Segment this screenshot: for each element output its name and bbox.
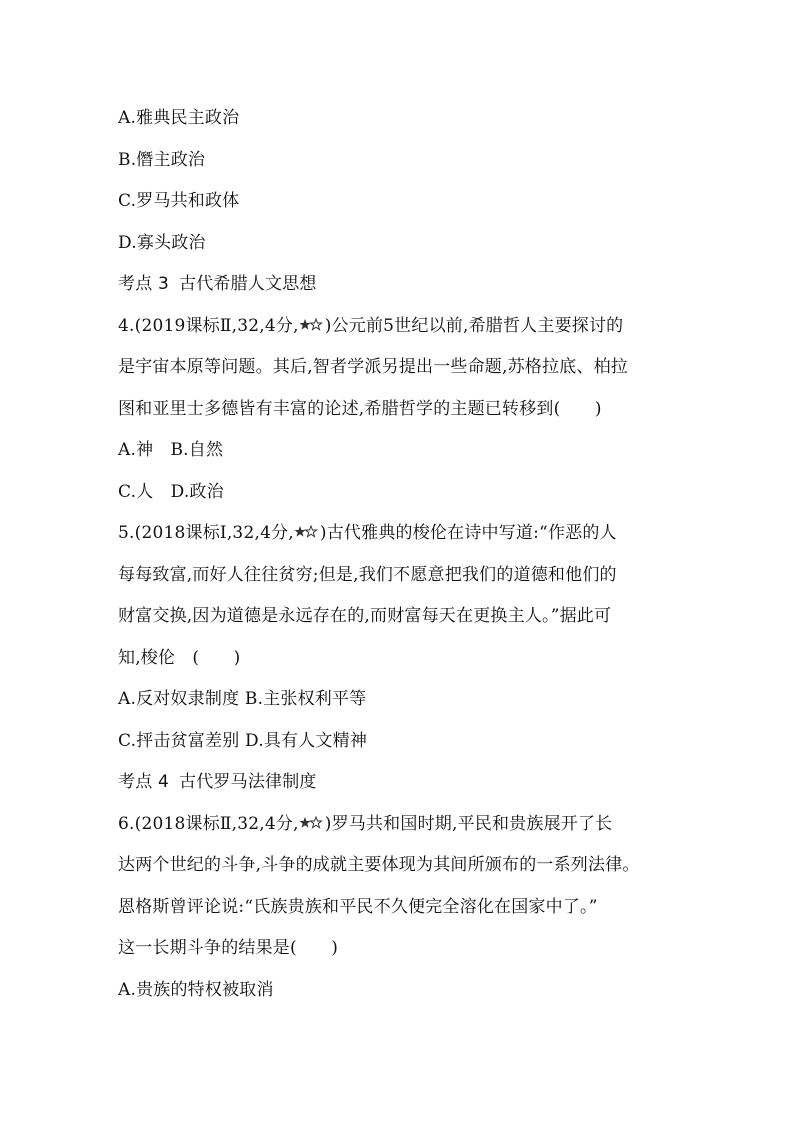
- two-star-difficulty-icon: [299, 318, 325, 332]
- two-star-difficulty-icon: [299, 816, 325, 830]
- section-title: 古代希腊人文思想: [179, 274, 317, 294]
- document-page: [118, 98, 688, 1011]
- q3-option-a: A.雅典民主政治: [118, 108, 240, 128]
- q6-text: )罗马共和国时期,平民和贵族展开了长: [324, 813, 613, 834]
- q4-prefix: 4.(2019课标Ⅱ,32,4分,: [118, 315, 299, 336]
- q5-prefix: 5.(2018课标Ⅰ,32,4分,: [118, 523, 294, 543]
- q5-line-4: 知,梭伦 ( ): [118, 647, 241, 668]
- q4-text: )公元前5世纪以前,希腊哲人主要探讨的: [324, 315, 624, 336]
- q5-options-row-2: C.抨击贫富差别 D.具有人文精神: [118, 730, 368, 751]
- q6-line-3: 恩格斯曾评论说:“氏族贵族和平民不久便完全溶化在国家中了。”: [118, 896, 598, 917]
- two-star-difficulty-icon: [294, 525, 320, 539]
- q5-line-1: [118, 513, 688, 555]
- q5-options-row-1: A.反对奴隶制度 B.主张权利平等: [118, 689, 367, 709]
- q6-line-2: 达两个世纪的斗争,斗争的成就主要体现为其间所颁布的一系列法律。: [118, 855, 640, 875]
- section-label: 考点 4: [118, 772, 170, 792]
- q4-line-1: [118, 306, 688, 348]
- q6-option-a: A.贵族的特权被取消: [118, 979, 274, 1000]
- q4-options-row-2: C.人 D.政治: [118, 481, 224, 502]
- section-label: 考点 3: [118, 274, 170, 294]
- q4-options-row-1: A.神 B.自然: [118, 440, 224, 460]
- q3-option-d: D.寡头政治: [118, 232, 206, 253]
- q6-prefix: 6.(2018课标Ⅱ,32,4分,: [118, 813, 299, 834]
- q4-line-2: 是宇宙本原等问题。其后,智者学派另提出一些命题,苏格拉底、柏拉: [118, 357, 629, 377]
- q6-line-1: [118, 804, 688, 846]
- q3-option-b: B.僭主政治: [118, 149, 206, 170]
- q5-text: )古代雅典的梭伦在诗中写道:“作恶的人: [319, 523, 617, 543]
- q4-line-3: 图和亚里士多德皆有丰富的论述,希腊哲学的主题已转移到( ): [118, 398, 602, 419]
- q5-line-3: 财富交换,因为道德是永远存在的,而财富每天在更换主人。”据此可: [118, 606, 612, 626]
- section-heading-4: [118, 762, 688, 804]
- q3-option-c: C.罗马共和政体: [118, 191, 240, 211]
- q6-line-4: 这一长期斗争的结果是( ): [118, 938, 339, 958]
- section-title: 古代罗马法律制度: [179, 772, 317, 792]
- q5-line-2: 每每致富,而好人往往贫穷;但是,我们不愿意把我们的道德和他们的: [118, 564, 617, 585]
- section-heading-3: [118, 264, 688, 306]
